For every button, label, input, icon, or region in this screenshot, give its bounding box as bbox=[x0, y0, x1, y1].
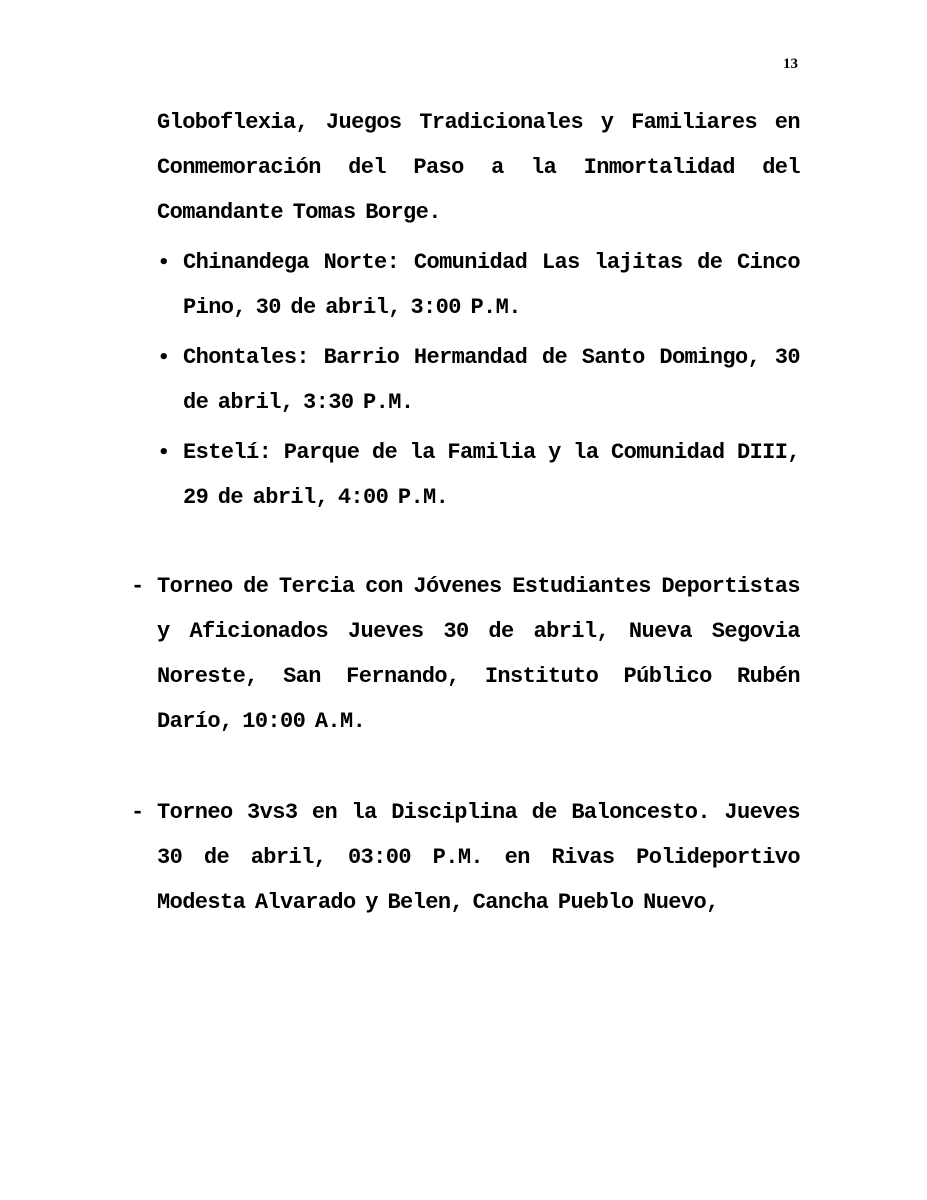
page-number: 13 bbox=[783, 56, 798, 72]
dash-marker: - bbox=[131, 800, 144, 825]
dash-item-torneo-tercia bbox=[131, 564, 800, 744]
intro-paragraph: Globoflexia, Juegos Tradicionales y Familiares en Conmemoración del Paso a la Inmortalidad del Comandante Tomas Borge. bbox=[157, 110, 800, 225]
dash-marker: - bbox=[131, 574, 144, 599]
bullet-icon: • bbox=[158, 347, 169, 368]
bullet-item-chontales bbox=[157, 335, 800, 425]
bullet-text: Estelí: Parque de la Familia y la Comunidad DIII, 29 de abril, 4:00 P.M. bbox=[183, 440, 800, 510]
bullet-icon: • bbox=[158, 252, 169, 273]
dash-item-text: Torneo de Tercia con Jóvenes Estudiantes Deportistas y Aficionados Jueves 30 de abril, Nueva Segovia Noreste, San Fernando, Instituto Público Rubén Darío, 10:00 A.M. bbox=[157, 574, 800, 734]
bullet-text: Chontales: Barrio Hermandad de Santo Domingo, 30 de abril, 3:30 P.M. bbox=[183, 345, 800, 415]
bullet-item-esteli bbox=[157, 430, 800, 520]
bullet-icon: • bbox=[158, 442, 169, 463]
event-bullet-list bbox=[157, 240, 800, 525]
dash-item-text: Torneo 3vs3 en la Disciplina de Baloncesto. Jueves 30 de abril, 03:00 P.M. en Rivas Polideportivo Modesta Alvarado y Belen, Cancha Pueblo Nuevo, bbox=[157, 800, 800, 915]
bullet-text: Chinandega Norte: Comunidad Las lajitas de Cinco Pino, 30 de abril, 3:00 P.M. bbox=[183, 250, 800, 320]
bullet-item-chinandega bbox=[157, 240, 800, 330]
dash-item-torneo-baloncesto bbox=[131, 790, 800, 925]
